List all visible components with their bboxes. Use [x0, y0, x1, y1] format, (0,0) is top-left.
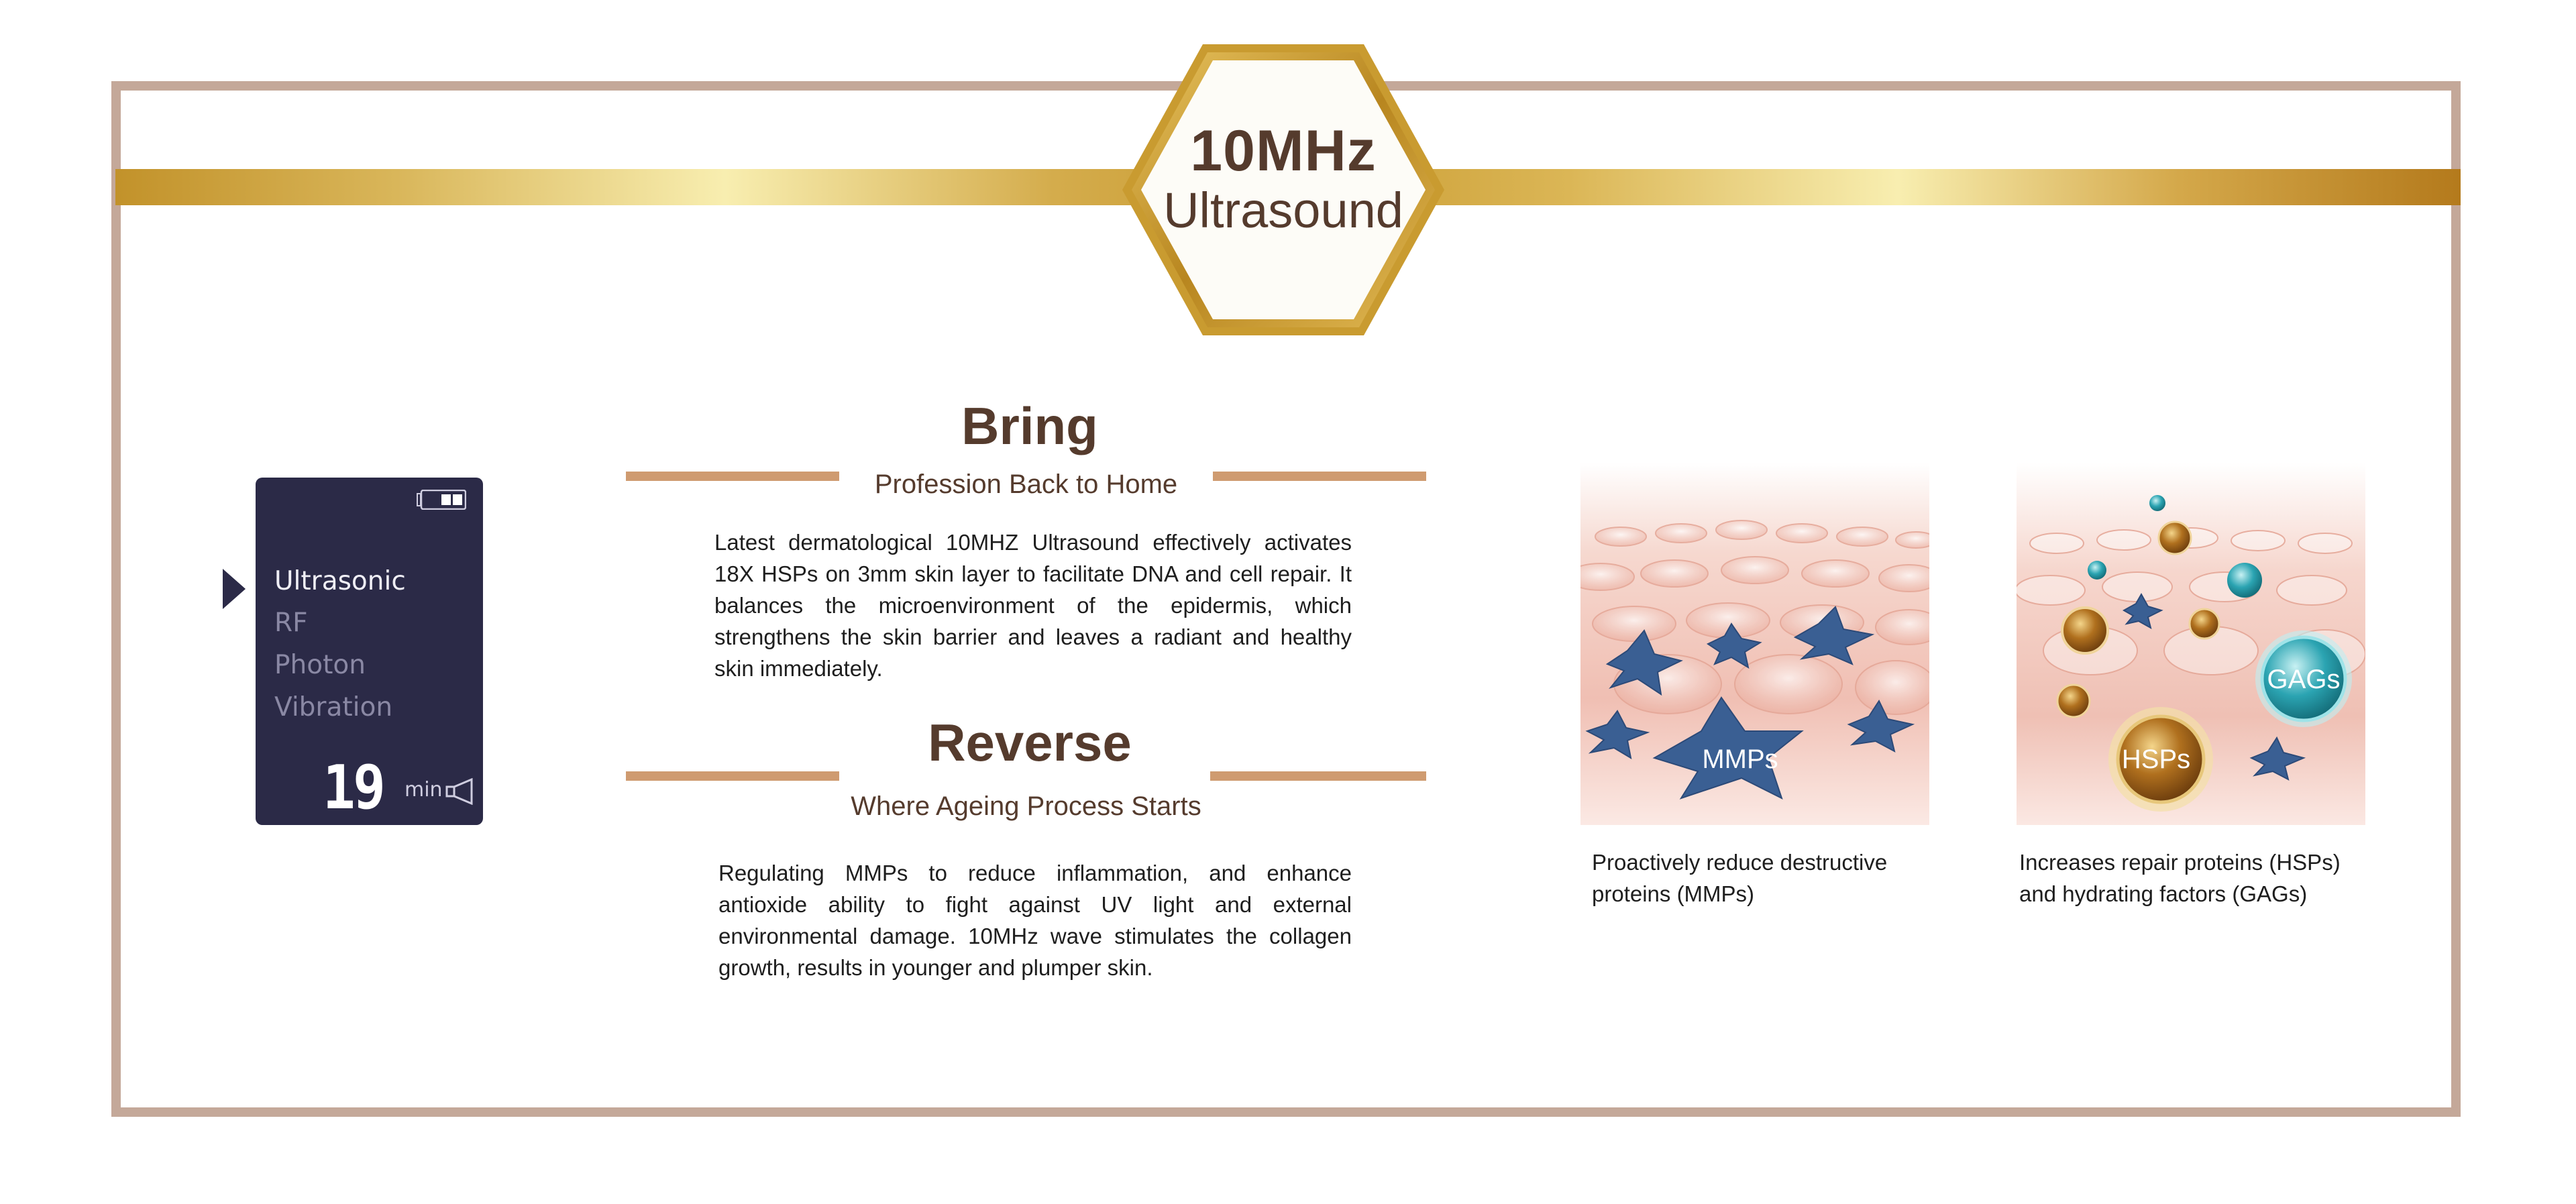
- battery-icon: [417, 490, 466, 510]
- mode-rf: RF: [274, 608, 308, 638]
- hsps-gags-caption-line2: and hydrating factors (GAGs): [2019, 881, 2308, 906]
- reverse-rule-right: [1210, 771, 1426, 781]
- speaker-icon: [445, 778, 474, 805]
- mmps-caption-line1: Proactively reduce destructive: [1592, 850, 1888, 875]
- mmps-illustration: [1580, 463, 1929, 825]
- bring-heading: Bring: [961, 396, 1098, 455]
- bring-rule-right: [1213, 472, 1426, 481]
- mode-ultrasonic: Ultrasonic: [274, 566, 406, 596]
- hsps-gags-caption-line1: Increases repair proteins (HSPs): [2019, 850, 2341, 875]
- reverse-heading: Reverse: [928, 713, 1132, 772]
- bring-rule-left: [626, 472, 839, 481]
- gags-label: GAGs: [2267, 665, 2341, 694]
- timer-unit: min: [405, 778, 443, 802]
- bring-body: Latest dermatological 10MHZ Ultrasound effectively activates 18X HSPs on 3mm skin layer to facilitate DNA and cell repair. It balances the microenvironment of the epidermis, which strengthens the skin barrier and leaves a radiant and healthy skin immediately.: [714, 530, 1352, 681]
- mmps-caption-line2: proteins (MMPs): [1592, 881, 1755, 906]
- hsps-gags-illustration: [2017, 463, 2365, 825]
- reverse-body: Regulating MMPs to reduce inflammation, and enhance antioxide ability to fight against UV light and external environmental damage. 10MHz wave stimulates the collagen growth, results in younger and plumper skin.: [718, 861, 1352, 980]
- mmps-caption: [1592, 846, 1887, 910]
- banner-title: 10MHz: [1190, 119, 1377, 183]
- selector-arrow-icon: [223, 569, 246, 609]
- mmps-label: MMPs: [1702, 745, 1778, 774]
- mode-vibration: Vibration: [274, 692, 393, 722]
- bring-subheading: Profession Back to Home: [874, 470, 1178, 499]
- hsps-gags-caption: [2019, 846, 2341, 910]
- device-screen: [256, 478, 483, 825]
- mode-photon: Photon: [274, 650, 366, 680]
- hsps-label: HSPs: [2121, 745, 2191, 774]
- reverse-subheading: Where Ageing Process Starts: [851, 791, 1201, 821]
- banner-subtitle: Ultrasound: [1163, 182, 1403, 238]
- timer-digits: 19: [323, 753, 384, 823]
- hexagon-badge: [1116, 39, 1451, 341]
- reverse-rule-left: [626, 771, 839, 781]
